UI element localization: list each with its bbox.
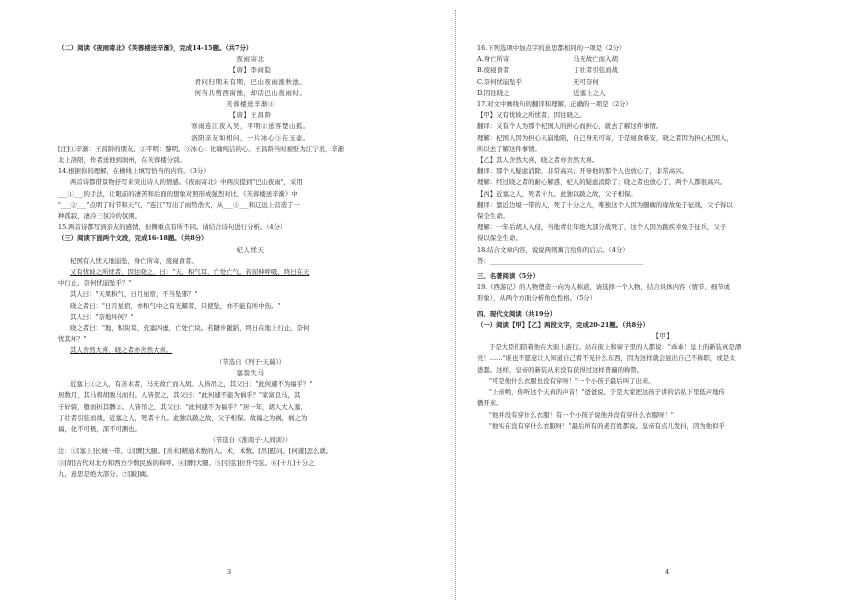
right-text-line: 于是大臣们陪着他在大街上游行。站在街上和窗子里的人都说："乖乖！皇上的新装真是漂 [489, 343, 742, 352]
left-text-line: 其人舍然大喜，晓之者亦舍然大喜。 [70, 346, 173, 355]
right-text-line: 【丙】近塞之人，死者十九。此独以跛之故，父子相保。 [477, 189, 637, 198]
right-text-line: "他实在没有穿什么衣服呀！"最后所有的老百姓都说。皇帝有点儿发抖，因为他似乎 [489, 421, 725, 430]
left-text-line: （节选自《列子·天瑞》） [215, 357, 286, 366]
left-text-line: 晓之者曰："地，积块耳，充塞四虚，亡处亡块。若躇步跐蹈，终日在地上行止，奈何 [70, 324, 310, 333]
right-text-line: "上帝哟，你听这个天真的声音！"爸爸说。于是大家把这孩子讲的话私下里低声地传 [489, 388, 725, 397]
left-text-line: 塞翁失马 [236, 368, 265, 377]
left-text-line: 君问归期未有期，巴山夜雨涨秋池。 [194, 77, 307, 86]
right-text-line: 【甲】 [652, 332, 674, 341]
left-text-line: 又有忧彼之所忧者，因往晓之，曰："天，积气耳，亡处亡气。若屈伸呼吸，终日在天 [70, 268, 310, 277]
left-text-line: "___②___"点明了时节和天气，"连江"写出了雨势浩大，从___③___和辽远上营造了一 [58, 200, 300, 209]
right-text-line: "他并没有穿什么衣服！有一个小孩子说他并没有穿什么衣服呀！" [489, 410, 674, 419]
right-text-line: C.奈何忧崩坠乎 无可奈何 [477, 77, 599, 86]
right-text-line: 三、名著阅读（5分） [477, 272, 539, 281]
left-text-line: 北上洛阳，作者送他到润州，在芙蓉楼分别。 [58, 156, 186, 165]
left-text-line: 注：①[塞上]长城一带。②[髀]大腿。[善术]精通术数的人。术，术数。[吊]慰问。[何遽]怎么就。 [58, 447, 333, 456]
right-text-line: 四、现代文阅读（共19分） [477, 309, 557, 318]
page-number-right: 4 [665, 568, 670, 576]
left-text-line: ③[胡]古代对北方和西方少数民族的称呼。④[髀]大腿。⑤[引弦]拉开弓弦。⑥[十九]十分之 [58, 458, 315, 467]
left-text-line: 芙蓉楼送辛渐① [226, 100, 275, 109]
left-text-line: 丁壮者引弦而战。近塞之人，死者十九。此独以跛之故，父子相保。故福之为祸，祸之为 [58, 413, 308, 422]
left-text-line: 两首诗都借景物抒写来突出诗人的情感。《夜雨寄北》中两次提到"巴山夜雨"，采用 [70, 178, 303, 187]
left-text-line: 其人曰："奈地坏何？" [70, 312, 134, 321]
right-text-line: 理解：杞国人因为担心天崩地陷，自己身无可寄，于是寝食难安，晓之者因为担心杞国人， [477, 133, 733, 142]
right-text-line: 翻译：又有个人为那个杞国人的担心而担心，就去了解这件事情。 [477, 122, 663, 131]
left-text-line: 其人曰："天果积气，日月星宿，不当坠邪？" [70, 290, 198, 299]
left-text-line: 寒雨连江夜入吴，平明②送客楚山孤。 [191, 122, 310, 131]
right-page-text [477, 0, 849, 432]
left-text-line: 【唐】李商隐 [229, 66, 272, 75]
right-text-line: 播开来。 [477, 399, 503, 408]
left-text-line: （二）阅读《夜雨寄北》《芙蓉楼送辛渐》，完成14-15题。（共7分） [58, 44, 253, 52]
left-text-line: （三）阅读下面两个文段，完成16-18题。（共8分） [58, 234, 208, 243]
right-text-line: A.身亡所寄 马无故亡而入胡 [477, 55, 618, 64]
left-page [58, 0, 443, 608]
right-text-line: 形象），从两个方面分析角色性格。（5分） [477, 294, 597, 303]
left-text-line: 夜雨寄北 [236, 55, 265, 64]
left-text-line: 近塞上①之人，有善术者，马无故亡而入胡。人皆吊之，其父曰："此何遽不为福乎？" [70, 380, 313, 389]
right-text-line: 答：________________________________________________ [477, 256, 644, 265]
right-text-line: 16.下列选项中加点字的意思都相同的一项是（2分） [477, 44, 626, 52]
left-text-line: 晓之者曰："日月星宿，亦积气中之有光耀者，只使坠，亦不能有所中伤。" [70, 301, 281, 310]
right-text-line: 翻译：那个人疑虑消除，非常高兴；开导他的那个人也放心了，非常高兴。 [477, 167, 688, 176]
right-text-line: 亮！……"谁也不愿意让人知道自己看不见什么东西，因为这样就会显出自己不称职，或是太 [477, 354, 736, 363]
right-text-line: D.因往晓之 近塞上之人 [477, 88, 606, 97]
left-text-line: 15.两首诗都写到亲友的感情，但侧重点有所不同。请结合诗句进行分析。（4分） [58, 223, 287, 232]
right-text-line: 18.结合文章内容，说说两则寓言给你的启示。（4分） [477, 245, 629, 254]
right-text-line: 理解：一年后胡人入侵，当地青壮年绝大部分战死了，这个人因为跛疾幸免于征兵，父子 [477, 223, 727, 232]
left-text-line: ___①___的手法，让眼前的凄苦和后面的想象对照形成强烈对比，《芙蓉楼送辛渐》中 [58, 189, 298, 198]
left-text-line: 九，意思是绝大部分。⑦[跛]瘸。 [58, 469, 153, 478]
left-page-text [58, 0, 443, 480]
right-text-line: 【乙】其人舍然大喜，晓之者亦舍然大喜。 [477, 156, 599, 165]
left-text-line: （节选自《淮南子·人间训》） [209, 436, 292, 445]
left-text-line: 【唐】王昌龄 [229, 111, 272, 120]
left-text-line: 中行止，奈何忧崩坠乎？" [58, 279, 132, 288]
left-text-line: 种孤寂、凄冷三氛冷的氛围。 [58, 212, 142, 221]
right-text-line: "可是他什么衣服也没有穿呀！"一个小孩子最后叫了出来。 [489, 376, 655, 385]
left-text-line: [注]①辛渐：王昌龄的朋友。②平明：黎明。③冰心：比喻纯洁的心。王昌龄当时被贬为江宁丞，辛渐 [58, 144, 345, 153]
page-divider [455, 10, 456, 600]
left-text-line: 洛阳亲友如相问，一片冰心③在玉壶。 [191, 133, 310, 142]
right-text-line: 翻译：靠近边境一带的人，死了十分之九，唯独这个人因为腿瘸的缘故免于征战，父子得以 [477, 200, 733, 209]
page-number-left: 3 [227, 568, 232, 576]
right-text-line: （一）阅读【甲】【乙】两段文字，完成20-21题。（共8分） [477, 320, 649, 329]
right-text-line: 理解：经过晓之者的耐心解惑，杞人的疑虑消除了；晓之者也放心了，两个人都很高兴。 [477, 178, 727, 187]
left-text-line: 忧其坏？" [58, 335, 87, 344]
right-text-line: 得以保全生命。 [477, 234, 522, 243]
right-text-line: 所以去了解这件事情。 [477, 144, 541, 153]
right-page [477, 0, 849, 608]
left-text-line: 杞人忧天 [236, 245, 265, 254]
right-text-line: 愚蠢。这样，皇帝的新装从来没有获得过这样普遍的称赞。 [477, 365, 644, 374]
right-text-line: 17.对文中画线句的翻译和理解，正确的一项是（2分） [477, 100, 632, 109]
right-text-line: B.废寝食者 丁壮者引弦而战 [477, 66, 618, 75]
left-text-line: 杞国有人忧天地崩坠，身亡所寄，废寝食者。 [70, 256, 198, 265]
left-text-line: 14.根据你的理解，在横线上填写恰当的内容。（3分） [58, 167, 210, 176]
right-text-line: 【甲】又有忧彼之所忧者，因往晓之。 [477, 111, 586, 120]
left-text-line: 何当共剪西窗烛，却话巴山夜雨时。 [194, 88, 307, 97]
left-text-line: 居数月，其马将胡骏马而归。人皆贺之，其父曰："此何遽不能为祸乎？"家富良马，其 [58, 391, 301, 400]
right-text-line: 保全生命。 [477, 212, 509, 221]
right-text-line: 19.《西游记》的人物塑造一向为人称道，请选择一个人物，结合具体内容（情节、细节或 [477, 283, 731, 292]
left-text-line: 福，化不可极，深不可测也。 [58, 424, 142, 433]
left-text-line: 子好骑，堕而折其髀②。人皆吊之，其父曰："此何遽不为福乎？"居一年，胡人大入塞， [58, 402, 307, 411]
